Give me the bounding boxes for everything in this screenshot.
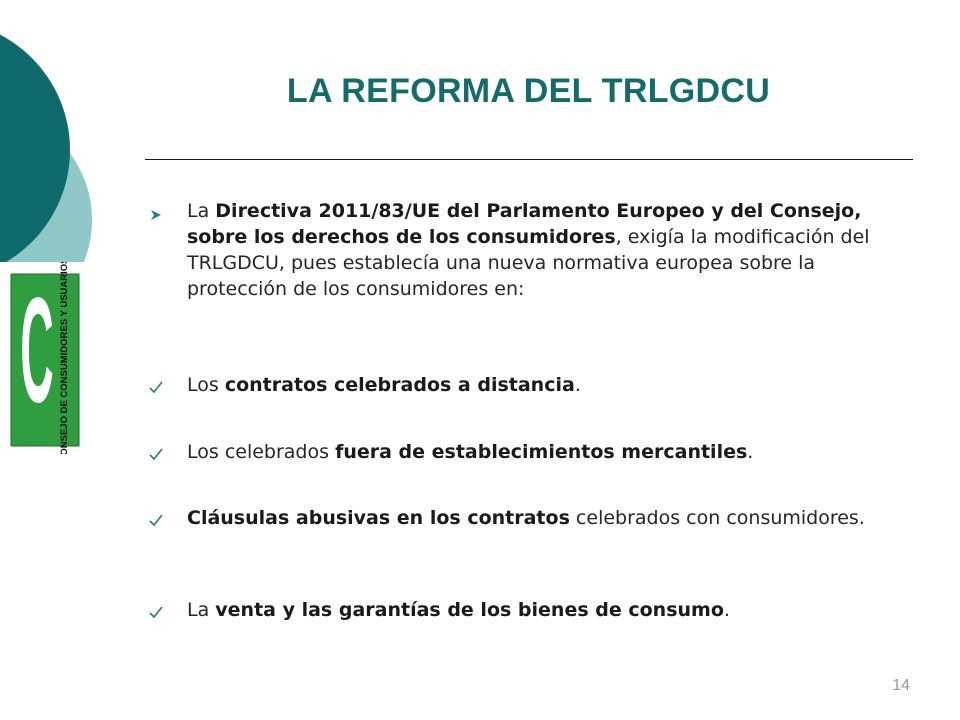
item-1-text-1: Los <box>187 374 225 396</box>
item-2-text-1: Los celebrados <box>187 441 336 463</box>
item-4-bold: venta y las garantías de los bienes de consumo <box>215 599 724 621</box>
title-divider <box>145 159 913 160</box>
list-item-4 <box>187 597 907 623</box>
intro-paragraph <box>187 198 907 302</box>
logo-letter: C <box>20 267 54 434</box>
page-number: 14 <box>892 677 910 694</box>
checkmark-icon <box>148 379 164 395</box>
item-2-text-2: . <box>747 441 754 463</box>
logo-text: CONSEJO DE CONSUMIDORES Y USUARIOS <box>59 262 70 454</box>
checkmark-icon <box>148 446 164 462</box>
intro-text-1: La <box>187 200 216 222</box>
item-1-bold: contratos celebrados a distancia <box>224 374 575 396</box>
list-item-1 <box>187 372 907 398</box>
item-2-bold: fuera de establecimientos mercantiles <box>335 441 748 463</box>
list-item-3 <box>187 505 907 531</box>
arrow-bullet-icon <box>148 207 164 223</box>
decorative-teal-shapes <box>0 0 110 300</box>
item-4-text-1: La <box>187 599 216 621</box>
checkmark-icon <box>148 512 164 528</box>
checkmark-icon <box>148 604 164 620</box>
item-1-text-2: . <box>574 374 581 396</box>
list-item-2 <box>187 439 907 465</box>
intro-text-2: , exigía la modificación del TRLGDCU, pues establecía una nueva normativa europea sobre la protección de los consumidores en: <box>187 226 870 300</box>
item-4-text-2: . <box>723 599 730 621</box>
intro-bold: Directiva 2011/83/UE del Parlamento Europeo y del Consejo, sobre los derechos de los consumidores <box>187 200 862 248</box>
item-3-bold: Cláusulas abusivas en los contratos <box>187 507 570 529</box>
logo-image <box>0 262 87 454</box>
item-3-text-2: celebrados con consumidores. <box>569 507 865 529</box>
slide-title: LA REFORMA DEL TRLGDCU <box>286 72 771 110</box>
consejo-logo <box>0 262 87 454</box>
